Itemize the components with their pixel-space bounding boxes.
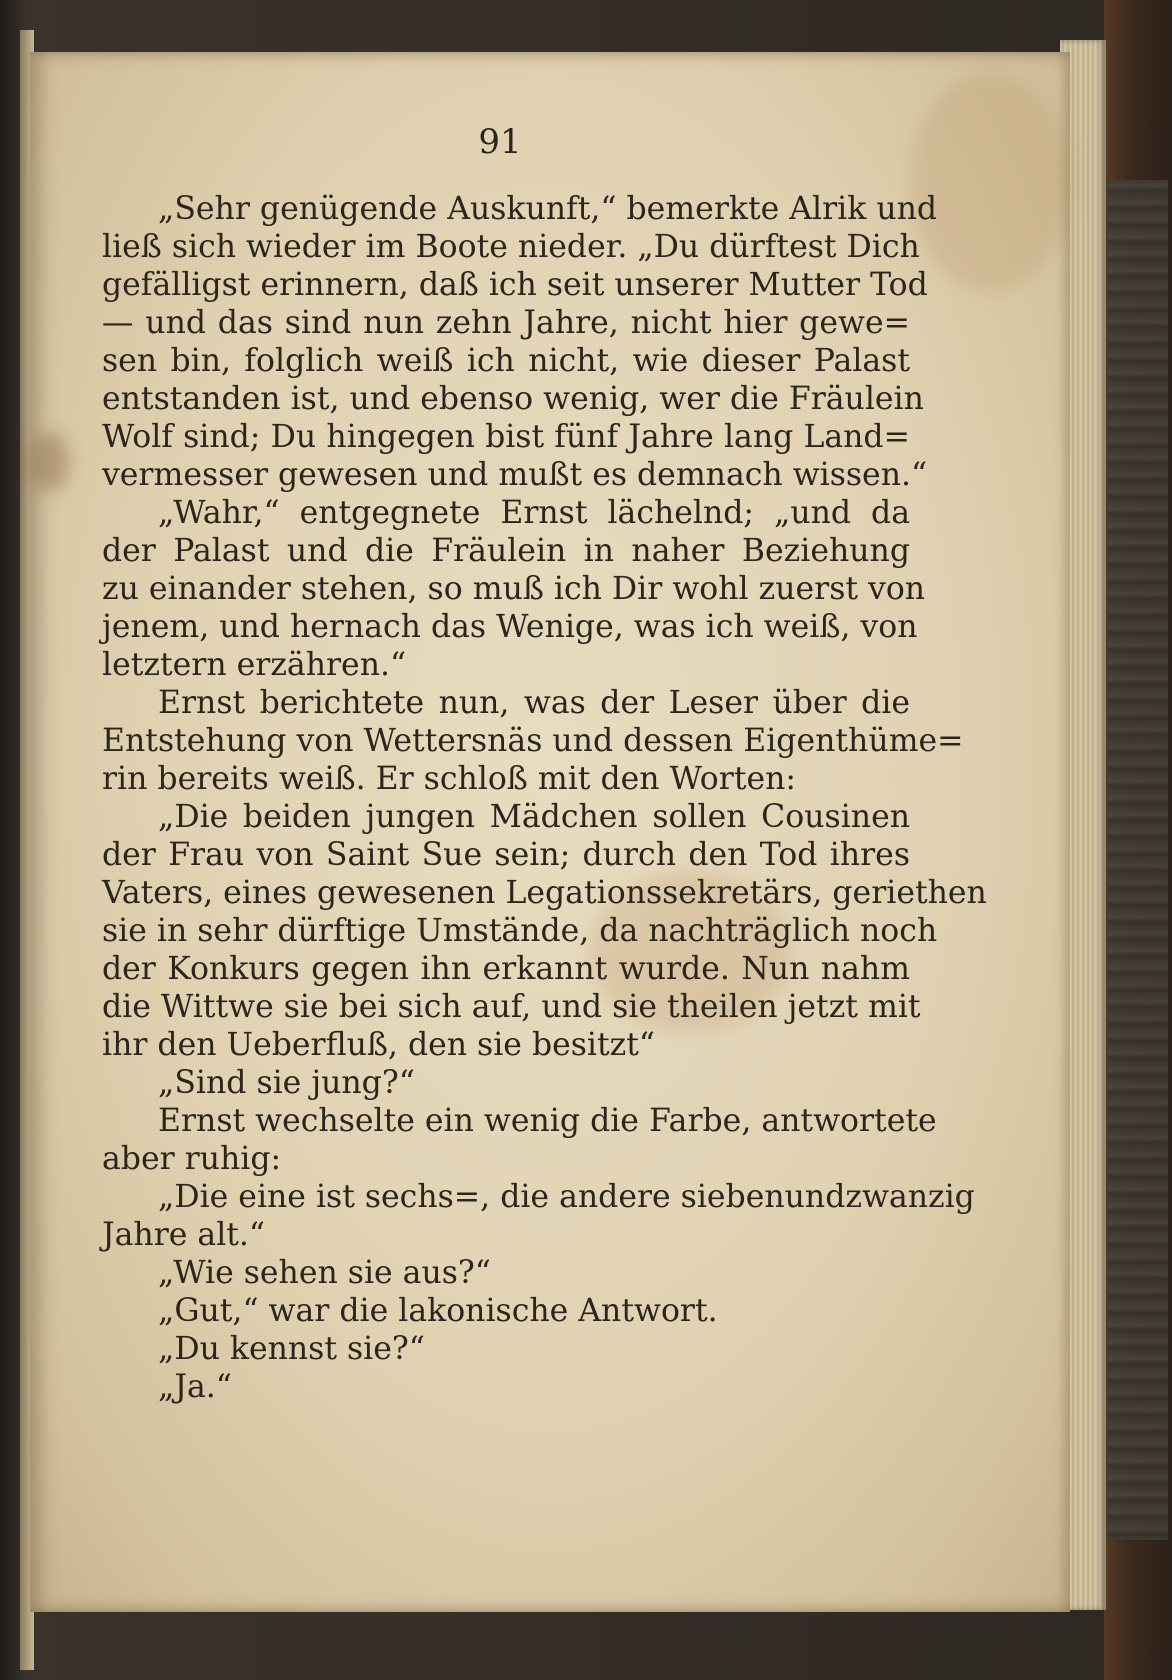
book-page <box>30 52 1070 1612</box>
text-line: „Wahr,“ entgegnete Ernst lächelnd; „und da <box>158 495 910 531</box>
page-stain <box>30 432 70 492</box>
text-line: der Frau von Saint Sue sein; durch den Tod ihres <box>102 837 910 873</box>
text-line: letztern erzähren.“ <box>102 647 407 683</box>
text-line: entstanden ist, und ebenso wenig, wer die Fräulein <box>102 381 924 417</box>
text-line: „Wie sehen sie aus?“ <box>158 1255 491 1291</box>
text-line: „Die beiden jungen Mädchen sollen Cousinen <box>158 799 910 835</box>
text-line: die Wittwe sie bei sich auf, und sie theilen jetzt mit <box>102 989 921 1025</box>
text-line: „Gut,“ war die lakonische Antwort. <box>158 1293 718 1329</box>
text-line: Jahre alt.“ <box>102 1217 266 1253</box>
text-line: gefälligst erinnern, daß ich seit unserer Mutter Tod <box>102 267 928 303</box>
text-line: vermesser gewesen und mußt es demnach wissen.“ <box>102 457 928 493</box>
text-line: Wolf sind; Du hingegen bist fünf Jahre lang Land= <box>102 419 910 455</box>
text-line: — und das sind nun zehn Jahre, nicht hier gewe= <box>102 305 910 341</box>
text-line: zu einander stehen, so muß ich Dir wohl zuerst von <box>102 571 926 607</box>
text-line: Vaters, eines gewesenen Legationssekretärs, geriethen <box>102 875 987 911</box>
text-line: sen bin, folglich weiß ich nicht, wie dieser Palast <box>102 343 910 379</box>
text-line: „Sehr genügende Auskunft,“ bemerkte Alrik und <box>158 191 938 227</box>
text-line: ließ sich wieder im Boote nieder. „Du dürftest Dich <box>102 229 920 265</box>
text-line: „Ja.“ <box>158 1369 232 1405</box>
page-text <box>102 190 987 1406</box>
text-line: der Konkurs gegen ihn erkannt wurde. Nun nahm <box>102 951 910 987</box>
page-stain <box>910 72 1070 292</box>
text-line: Entstehung von Wettersnäs und dessen Eigenthüme= <box>102 723 964 759</box>
spine-leather-texture <box>1108 180 1168 1540</box>
page-number: 91 <box>478 122 522 162</box>
text-line: jenem, und hernach das Wenige, was ich weiß, von <box>102 609 918 645</box>
text-line: sie in sehr dürftige Umstände, da nachträglich noch <box>102 913 938 949</box>
text-line: „Die eine ist sechs=, die andere siebenundzwanzig <box>158 1179 975 1215</box>
text-line: Ernst berichtete nun, was der Leser über die <box>158 685 910 721</box>
text-line: aber ruhig: <box>102 1141 282 1177</box>
text-line: ihr den Ueberfluß, den sie besitzt“ <box>102 1027 656 1063</box>
text-line: der Palast und die Fräulein in naher Beziehung <box>102 533 910 569</box>
text-line: rin bereits weiß. Er schloß mit den Worten: <box>102 761 797 797</box>
text-line: „Du kennst sie?“ <box>158 1331 425 1367</box>
text-line: „Sind sie jung?“ <box>158 1065 415 1101</box>
text-line: Ernst wechselte ein wenig die Farbe, antwortete <box>158 1103 937 1139</box>
